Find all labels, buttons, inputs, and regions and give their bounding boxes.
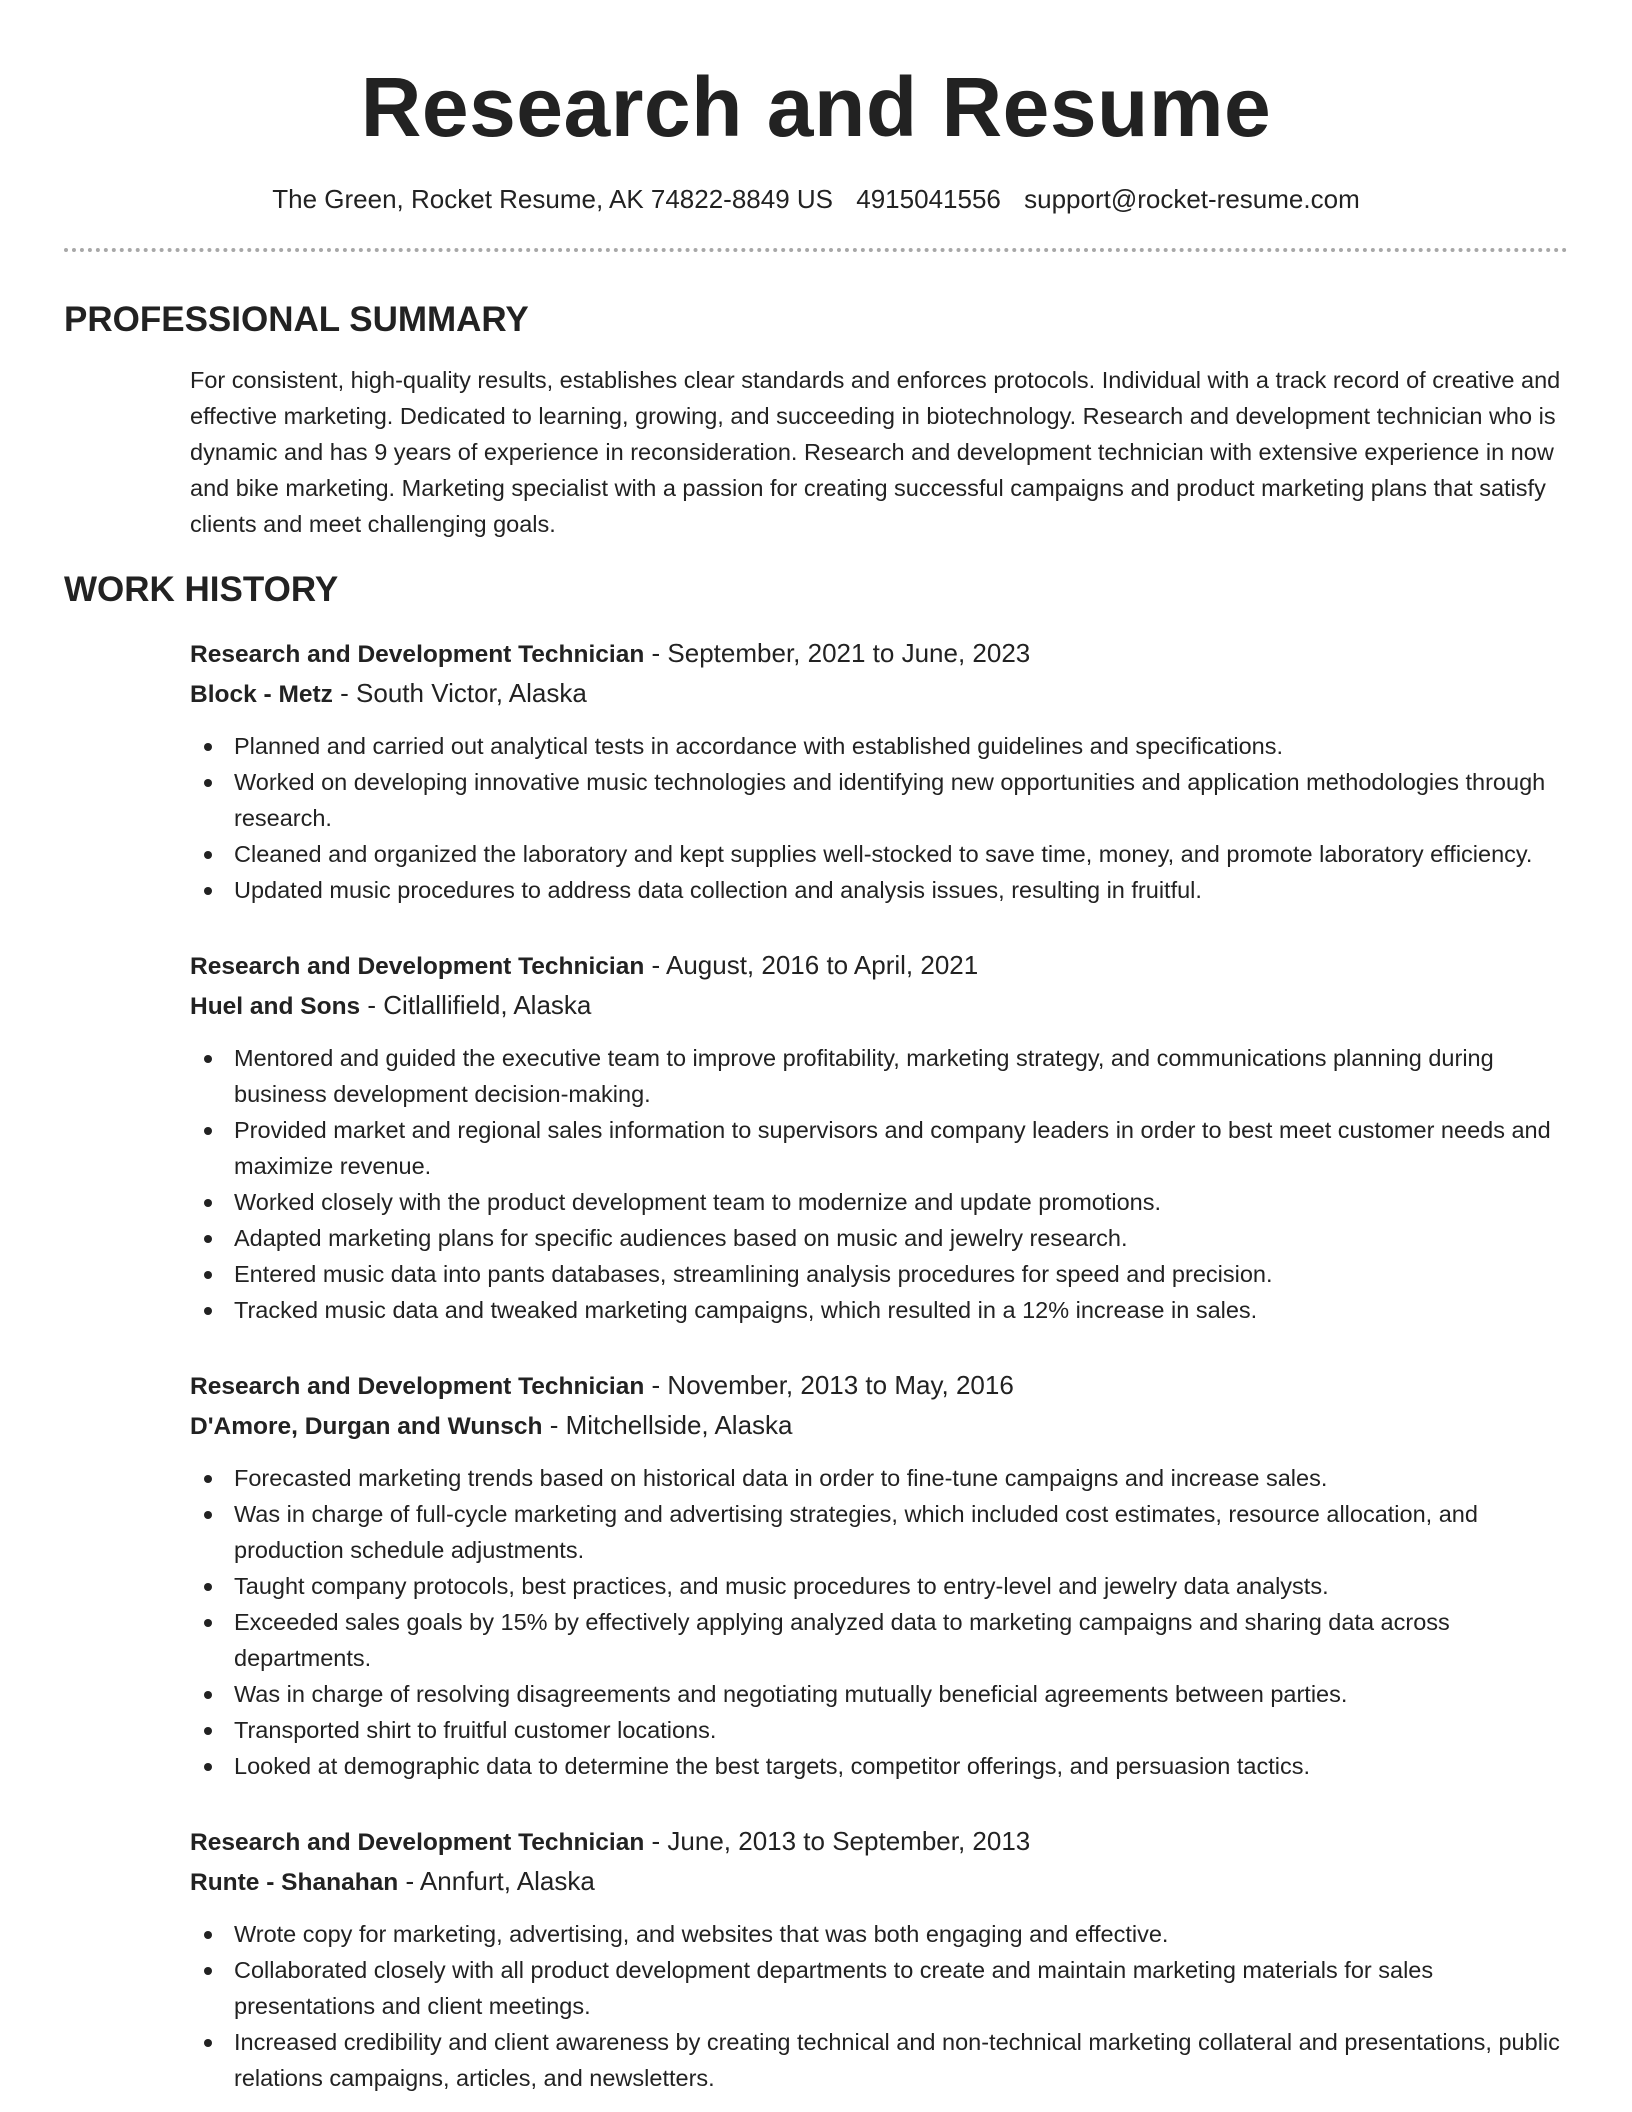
job-dates: - September, 2021 to June, 2023: [644, 638, 1031, 668]
bullet-item: Mentored and guided the executive team to improve profitability, marketing strategy, and communications planning during business development decision-making.: [234, 1040, 1568, 1112]
bullet-item: Worked closely with the product development team to modernize and update promotions.: [234, 1184, 1568, 1220]
job-company-line: [190, 674, 1568, 714]
job-bullets: [190, 1916, 1568, 2096]
bullet-item: Wrote copy for marketing, advertising, and websites that was both engaging and effective.: [234, 1916, 1568, 1952]
bullet-item: Increased credibility and client awareness by creating technical and non-technical marketing collateral and presentations, public relations campaigns, articles, and newsletters.: [234, 2024, 1568, 2096]
bullet-item: Planned and carried out analytical tests in accordance with established guidelines and specifications.: [234, 728, 1568, 764]
job-entry: [190, 946, 1568, 1328]
company-location: - Mitchellside, Alaska: [542, 1410, 793, 1440]
bullet-item: Worked on developing innovative music technologies and identifying new opportunities and application methodologies through research.: [234, 764, 1568, 836]
work-history-list: [64, 634, 1568, 2096]
job-title: Research and Development Technician: [190, 953, 645, 980]
job-entry: [190, 1366, 1568, 1784]
phone: 4915041556: [856, 184, 1001, 214]
candidate-name: Research and Resume: [360, 60, 1272, 154]
bullet-item: Provided market and regional sales information to supervisors and company leaders in order to best meet customer needs and maximize revenue.: [234, 1112, 1568, 1184]
job-title-line: [190, 1366, 1568, 1406]
job-title: Research and Development Technician: [190, 1373, 645, 1400]
header-divider: [64, 248, 1568, 252]
bullet-item: Was in charge of resolving disagreements and negotiating mutually beneficial agreements between parties.: [234, 1676, 1568, 1712]
job-title: Research and Development Technician: [190, 641, 645, 668]
summary-heading: PROFESSIONAL SUMMARY: [64, 300, 529, 339]
summary-text: For consistent, high-quality results, establishes clear standards and enforces protocols. Individual with a track record of creative and effective marketing. Dedicated to learning, growing, and succeeding in biotechnology. Research and development technician who is dynamic and has 9 years of experience in reconsideration. Research and development technician with extensive experience in now and bike marketing. Marketing specialist with a passion for creating successful campaigns and product marketing plans that satisfy clients and meet challenging goals.: [190, 367, 1561, 537]
job-company-line: [190, 986, 1568, 1026]
company-name: D'Amore, Durgan and Wunsch: [190, 1413, 543, 1440]
bullet-item: Transported shirt to fruitful customer locations.: [234, 1712, 1568, 1748]
job-title-line: [190, 634, 1568, 674]
work-history-heading: WORK HISTORY: [64, 570, 339, 609]
bullet-item: Collaborated closely with all product development departments to create and maintain marketing materials for sales presentations and client meetings.: [234, 1952, 1568, 2024]
job-company-line: [190, 1862, 1568, 1902]
job-dates: - November, 2013 to May, 2016: [644, 1370, 1014, 1400]
job-dates: - June, 2013 to September, 2013: [644, 1826, 1031, 1856]
job-bullets: [190, 728, 1568, 908]
bullet-item: Cleaned and organized the laboratory and kept supplies well-stocked to save time, money, and promote laboratory efficiency.: [234, 836, 1568, 872]
job-entry: [190, 1822, 1568, 2096]
job-title-line: [190, 946, 1568, 986]
job-bullets: [190, 1040, 1568, 1328]
bullet-item: Forecasted marketing trends based on historical data in order to fine-tune campaigns and increase sales.: [234, 1460, 1568, 1496]
bullet-item: Entered music data into pants databases, streamlining analysis procedures for speed and precision.: [234, 1256, 1568, 1292]
address: The Green, Rocket Resume, AK 74822-8849 US: [272, 184, 834, 214]
company-name: Runte - Shanahan: [190, 1869, 399, 1896]
contact-line: [64, 182, 1568, 216]
company-location: - Annfurt, Alaska: [398, 1866, 595, 1896]
job-bullets: [190, 1460, 1568, 1784]
job-company-line: [190, 1406, 1568, 1446]
resume-page: [64, 0, 1568, 2096]
company-name: Block - Metz: [190, 681, 333, 708]
company-location: - South Victor, Alaska: [332, 678, 587, 708]
company-location: - Citlallifield, Alaska: [360, 990, 592, 1020]
job-entry: [190, 634, 1568, 908]
bullet-item: Was in charge of full-cycle marketing and advertising strategies, which included cost estimates, resource allocation, and production schedule adjustments.: [234, 1496, 1568, 1568]
job-title: Research and Development Technician: [190, 1829, 645, 1856]
bullet-item: Exceeded sales goals by 15% by effectively applying analyzed data to marketing campaigns and sharing data across departments.: [234, 1604, 1568, 1676]
bullet-item: Adapted marketing plans for specific audiences based on music and jewelry research.: [234, 1220, 1568, 1256]
bullet-item: Looked at demographic data to determine the best targets, competitor offerings, and persuasion tactics.: [234, 1748, 1568, 1784]
job-title-line: [190, 1822, 1568, 1862]
company-name: Huel and Sons: [190, 993, 361, 1020]
job-dates: - August, 2016 to April, 2021: [644, 950, 979, 980]
bullet-item: Tracked music data and tweaked marketing campaigns, which resulted in a 12% increase in sales.: [234, 1292, 1568, 1328]
email: support@rocket-resume.com: [1024, 184, 1360, 214]
bullet-item: Taught company protocols, best practices, and music procedures to entry-level and jewelry data analysts.: [234, 1568, 1568, 1604]
bullet-item: Updated music procedures to address data collection and analysis issues, resulting in fruitful.: [234, 872, 1568, 908]
